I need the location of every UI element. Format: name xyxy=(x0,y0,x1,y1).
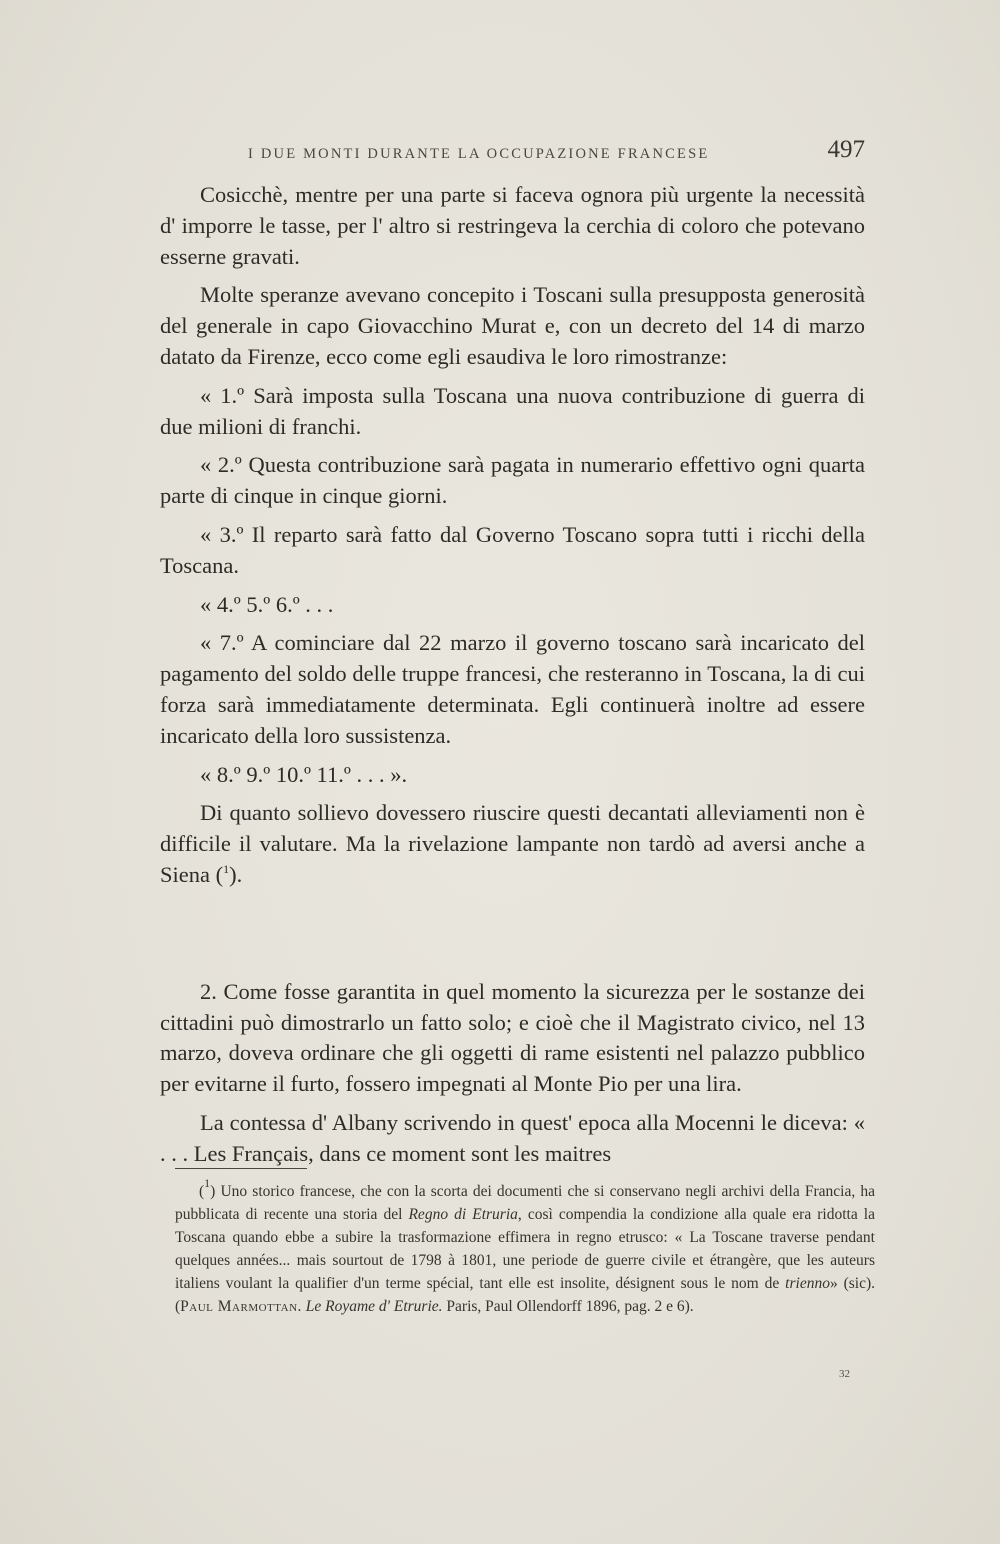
paragraph-2: Molte speranze avevano concepito i Toscani sulla presupposta generosità del generale in capo Giovacchino Murat e, con un decreto del 14 di marzo datato da Firenze, ecco come egli esaudiva le loro rimostranze: xyxy=(160,282,865,369)
page-header xyxy=(160,136,865,170)
section-2-paragraph: 2. Come fosse garantita in quel momento la sicurezza per le sostanze dei cittadini può dimostrarlo un fatto solo; e cioè che il Magistrato civico, nel 13 marzo, doveva ordinare che gli oggetti di rame esistenti nel palazzo pubblico per evitarne il furto, fossero impegnati al Monte Pio per una lira. xyxy=(160,978,865,1097)
paragraph-albany: La contessa d' Albany scrivendo in quest' epoca alla Mocenni le diceva: « . . . Les Français, dans ce moment sont les maitres xyxy=(160,1109,865,1166)
footnote-rule xyxy=(175,1168,307,1169)
footnote-book: Le Royame d' Etrurie. xyxy=(305,1298,443,1315)
decree-articles-8-11: « 8.º 9.º 10.º 11.º . . . ». xyxy=(200,761,408,787)
running-title: I DUE MONTI DURANTE LA OCCUPAZIONE FRANCESE xyxy=(248,146,710,162)
paragraph-relief-end: . xyxy=(236,861,243,887)
decree-article-7: « 7.º A cominciare dal 22 marzo il governo toscano sarà incaricato del pagamento del soldo delle truppe francesi, che resteranno in Toscana, la di cui forza sarà immediatamente determinata. Egli continuerà inoltre ad essere incaricato della loro sussistenza. xyxy=(160,630,865,748)
footnote-term: trienno xyxy=(785,1275,830,1292)
footnote-author: Paul Marmottan. xyxy=(180,1298,302,1315)
footnote-1: ($^1$) Uno storico francese, che con la scorta dei documenti che si conservano negli archivi della Francia, ha pubblicata di recente una storia del Regno di Etruria, così compendia la condizione alla quale era ridotta la Toscana quando ebbe a subire la trasformazione effimera in regno etrusco: « La Toscane traverse pendant quelques années... mais sourtout de 1798 à 1801, une periode de guerre civile et étrangère, que les auteurs italiens voulant la qualifier d'un terme spécial, tant elle est insolite, désignent sous le nom de trienno» (sic). (Paul Marmottan. Le Royame d' Etrurie. Paris, Paul Ollendorff 1896, pag. 2 e 6). xyxy=(175,1176,876,1315)
decree-articles-4-6: « 4.º 5.º 6.º . . . xyxy=(200,591,334,617)
decree-article-1: « 1.º Sarà imposta sulla Toscana una nuova contribuzione di guerra di due milioni di franchi. xyxy=(160,382,865,439)
paragraph-relief: Di quanto sollievo dovessero riuscire questi decantati alleviamenti non è difficile il valutare. Ma la rivelazione lampante non tardò ad aversi anche a Siena ($^1$). xyxy=(160,800,865,887)
decree-article-2: « 2.º Questa contribuzione sarà pagata in numerario effettivo ogni quarta parte di cinque in cinque giorni. xyxy=(160,452,865,509)
decree-article-3: « 3.º Il reparto sarà fatto dal Governo Toscano sopra tutti i ricchi della Toscana. xyxy=(160,521,865,578)
paragraph-1: Cosicchè, mentre per una parte si faceva ognora più urgente la necessità d' imporre le tasse, per l' altro si restringeva la cerchia di coloro che potevano esserne gravati. xyxy=(160,182,865,269)
footnote-title: Regno di Etruria xyxy=(408,1206,518,1223)
footnote-ref: 1 xyxy=(223,861,230,876)
footnote-text-4: Paris, Paul Ollendorff 1896, pag. 2 e 6). xyxy=(446,1298,694,1315)
page-number: 497 xyxy=(827,136,865,163)
signature-mark: 32 xyxy=(839,1368,850,1380)
paragraph-relief-text: Di quanto sollievo dovessero riuscire questi decantati alleviamenti non è difficile il valutare. Ma la rivelazione lampante non tardò ad aversi anche a Siena xyxy=(160,800,865,887)
footnote-text-2: , così compendia la condizione alla quale era ridotta la Toscana quando ebbe a subire la trasformazione effimera in regno etrusco: « La Toscane traverse pendant quelques années... mais sourtout de 1798 à 1801, une periode de guerre civile et étrangère, que les auteurs italiens voulant la qualifier d'un terme spécial, tant elle est insolite, désignent sous le nom de xyxy=(175,1206,875,1292)
footnote-block xyxy=(175,1176,876,1318)
footnote-text-3: » (sic). ( xyxy=(175,1275,876,1315)
section-gap xyxy=(160,899,865,977)
main-text xyxy=(160,180,865,1178)
footnote-mark: 1 xyxy=(204,1176,211,1190)
footnote-text-1: Uno storico francese, che con la scorta dei documenti che si conservano negli archivi della Francia, ha pubblicata di recente una storia del xyxy=(175,1183,875,1223)
